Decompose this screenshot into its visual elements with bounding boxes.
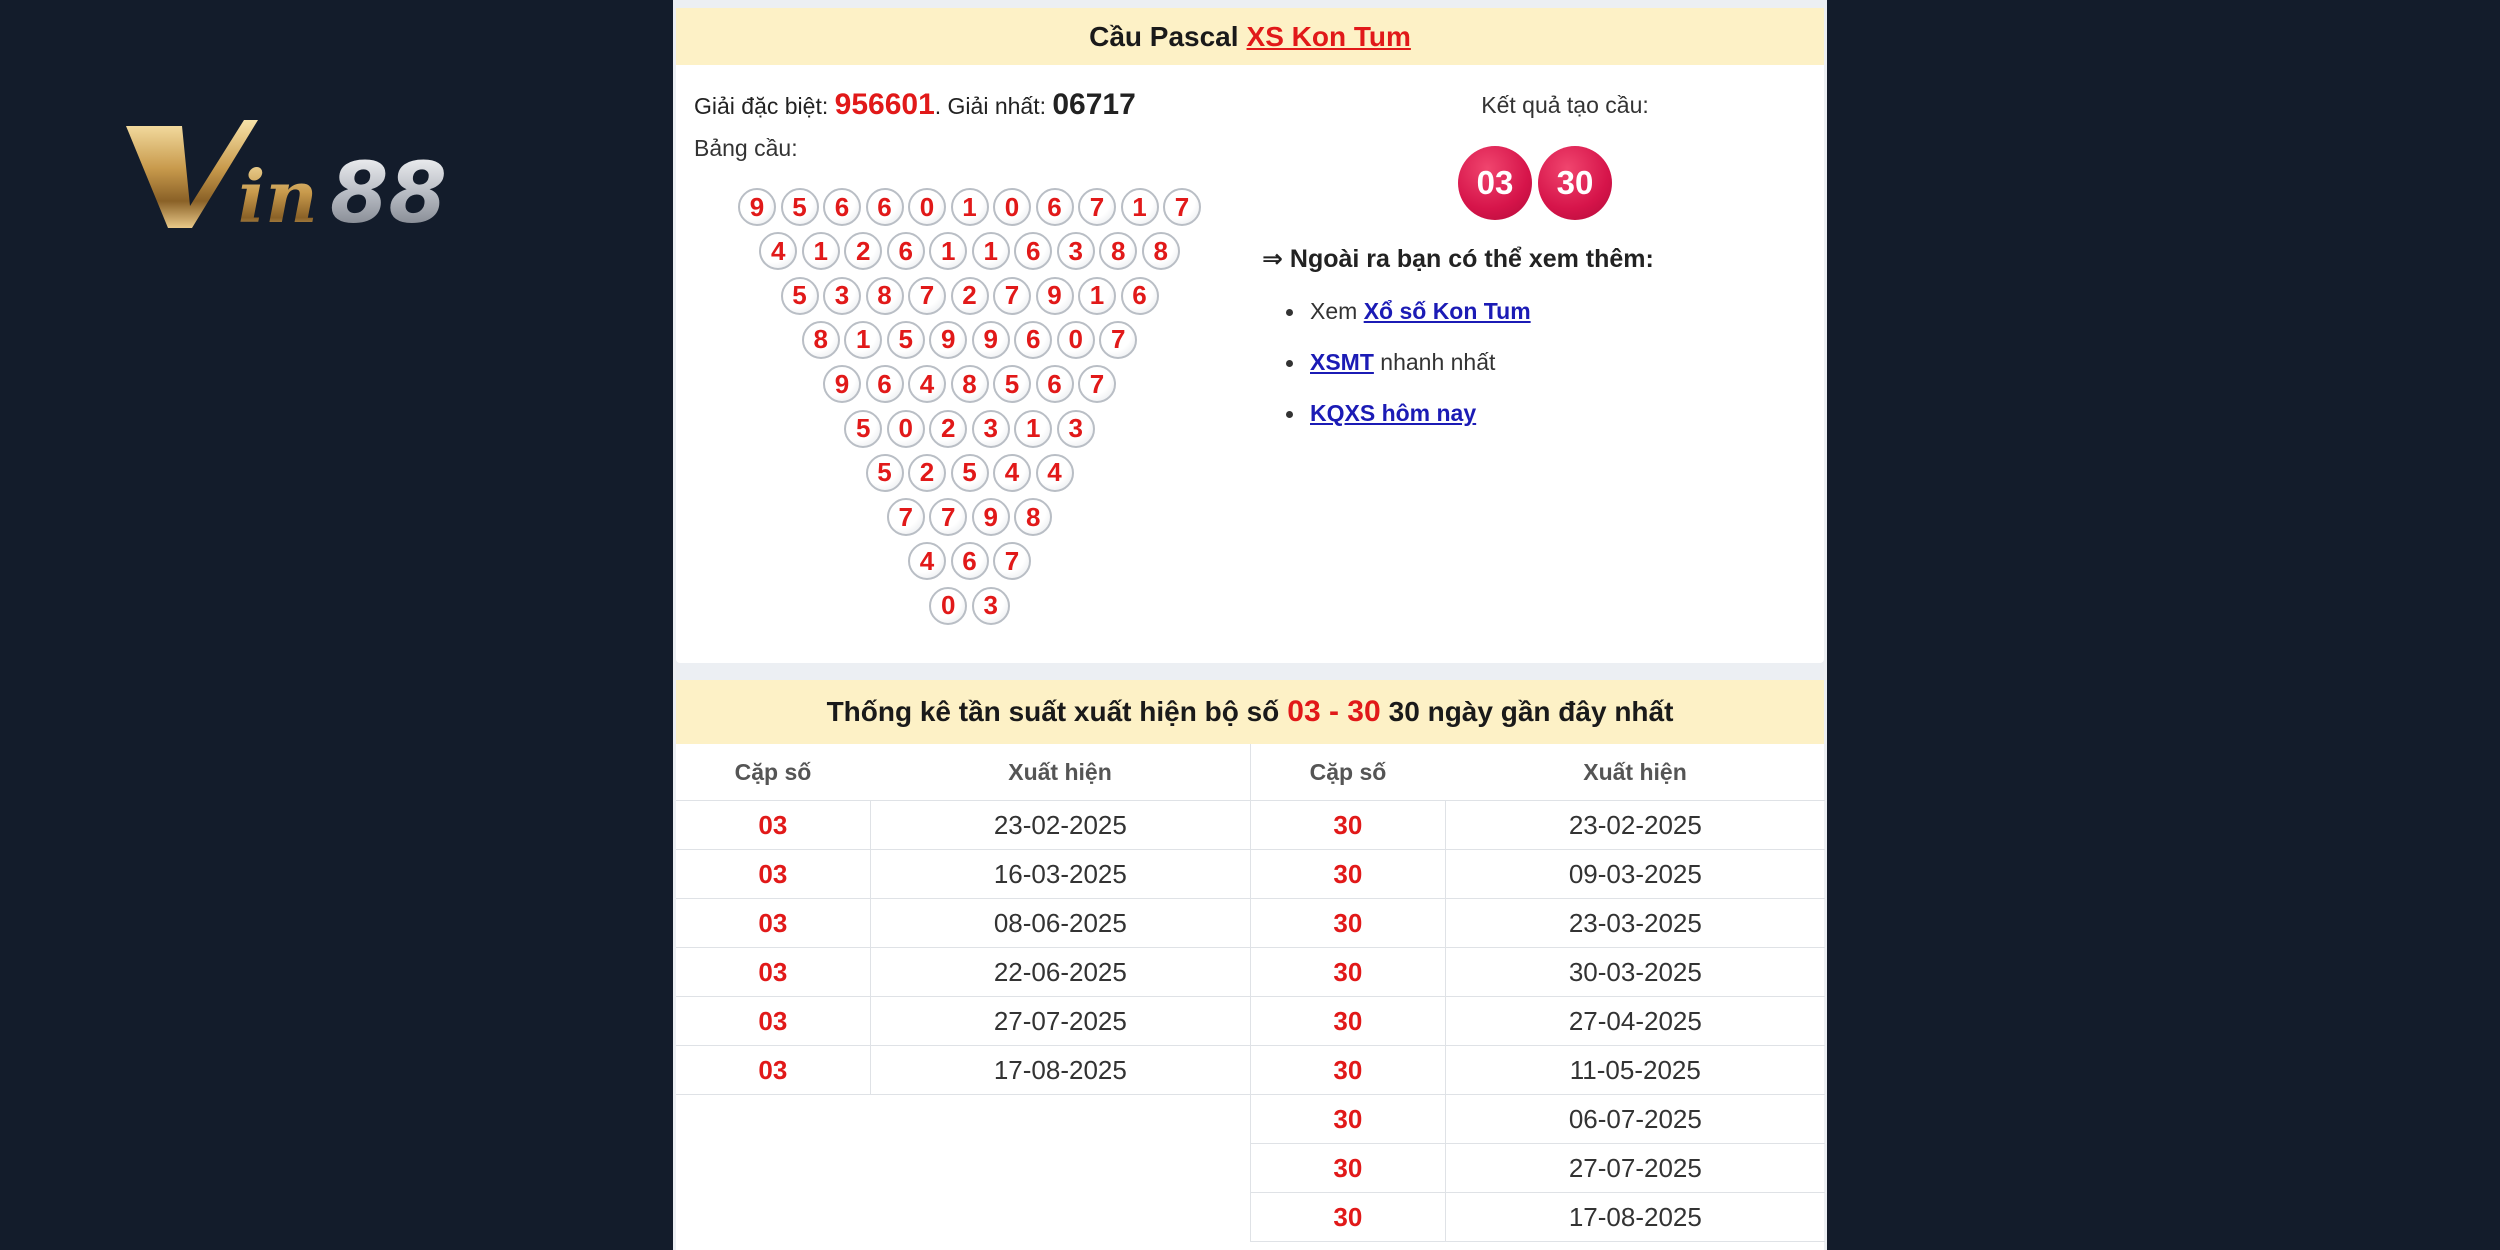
pascal-ball: 3 <box>1057 410 1095 448</box>
pascal-ball: 3 <box>1057 232 1095 270</box>
more-title: ⇒ Ngoài ra bạn có thể xem thêm: <box>1262 245 1654 273</box>
vin88-logo-graphic <box>120 110 490 240</box>
pascal-ball: 7 <box>929 498 967 536</box>
pascal-ball: 6 <box>1014 232 1052 270</box>
date-cell: 08-06-2025 <box>993 907 1127 938</box>
kqxs-hom-nay-link[interactable]: KQXS hôm nay <box>1310 400 1477 426</box>
pair-header: Cặp số <box>734 758 812 785</box>
pascal-ball: 5 <box>887 321 925 359</box>
pascal-ball: 8 <box>951 365 989 403</box>
table-row <box>676 1046 1250 1095</box>
more-item-suffix: nhanh nhất <box>1373 349 1496 375</box>
date-cell: 27-07-2025 <box>1568 1152 1702 1183</box>
pascal-ball: 6 <box>1036 188 1074 226</box>
pascal-ball: 9 <box>972 498 1010 536</box>
list-item <box>1286 400 1531 451</box>
table-row <box>1251 1193 1825 1242</box>
pascal-ball: 2 <box>844 232 882 270</box>
pascal-ball: 6 <box>887 232 925 270</box>
pascal-ball: 9 <box>972 321 1010 359</box>
pascal-ball: 5 <box>844 410 882 448</box>
date-header: Xuất hiện <box>1583 758 1687 785</box>
result-ball: 30 <box>1538 146 1612 220</box>
table-row <box>676 801 1250 850</box>
pascal-ball: 4 <box>759 232 797 270</box>
svg-text:in: in <box>238 154 318 239</box>
pascal-ball: 8 <box>1099 232 1137 270</box>
pascal-table-label: Bảng cầu: <box>694 135 798 161</box>
pascal-ball: 6 <box>866 188 904 226</box>
pascal-ball: 0 <box>929 587 967 625</box>
pascal-ball: 0 <box>993 188 1031 226</box>
table-row <box>676 899 1250 948</box>
date-cell: 11-05-2025 <box>1569 1054 1701 1085</box>
pascal-ball: 1 <box>1078 277 1116 315</box>
list-item <box>1286 349 1531 400</box>
pair-cell: 30 <box>1251 1193 1446 1241</box>
pair-cell: 03 <box>676 801 871 849</box>
date-cell: 30-03-2025 <box>1568 956 1702 987</box>
stats-title-prefix: Thống kê tần suất xuất hiện bộ số <box>826 696 1280 727</box>
pair-cell: 30 <box>1251 1144 1446 1192</box>
table-row <box>676 850 1250 899</box>
more-item-prefix: Xem <box>1310 298 1364 324</box>
pair-cell: 30 <box>1251 850 1446 898</box>
pair-cell: 03 <box>676 997 871 1045</box>
pascal-ball: 7 <box>887 498 925 536</box>
pascal-ball: 2 <box>908 454 946 492</box>
pascal-ball: 3 <box>823 277 861 315</box>
more-links-list <box>1286 298 1531 451</box>
pascal-ball: 0 <box>1057 321 1095 359</box>
pascal-ball: 1 <box>951 188 989 226</box>
pascal-ball: 6 <box>1121 277 1159 315</box>
xs-kon-tum-link[interactable]: XS Kon Tum <box>1246 20 1411 52</box>
first-prize-label: . Giải nhất: <box>934 93 1053 119</box>
pair-header: Cặp số <box>1309 758 1387 785</box>
pascal-ball: 5 <box>781 277 819 315</box>
table-row <box>676 948 1250 997</box>
pascal-ball: 7 <box>908 277 946 315</box>
pascal-ball: 9 <box>823 365 861 403</box>
pascal-ball: 4 <box>908 365 946 403</box>
pascal-ball: 1 <box>844 321 882 359</box>
pascal-ball: 0 <box>887 410 925 448</box>
xsmt-link[interactable]: XSMT <box>1310 349 1374 375</box>
pascal-ball: 5 <box>781 188 819 226</box>
pascal-ball: 7 <box>1163 188 1201 226</box>
pascal-ball: 7 <box>1099 321 1137 359</box>
pascal-ball: 0 <box>908 188 946 226</box>
pascal-ball: 9 <box>929 321 967 359</box>
pascal-ball: 2 <box>951 277 989 315</box>
first-prize-value: 06717 <box>1052 88 1136 121</box>
result-ball: 03 <box>1458 146 1532 220</box>
date-cell: 23-02-2025 <box>1568 809 1702 840</box>
pascal-ball: 5 <box>951 454 989 492</box>
table-row <box>1251 1144 1825 1193</box>
pair-cell: 30 <box>1251 997 1446 1045</box>
date-cell: 16-03-2025 <box>993 858 1127 889</box>
main-column <box>673 0 1827 1250</box>
pascal-ball: 3 <box>972 587 1010 625</box>
pascal-ball: 9 <box>1036 277 1074 315</box>
svg-text:88: 88 <box>330 144 447 240</box>
xo-so-kon-tum-link[interactable]: Xổ số Kon Tum <box>1363 298 1531 324</box>
pair-cell: 03 <box>676 948 871 996</box>
special-prize-value: 956601 <box>834 88 935 121</box>
table-row <box>1251 948 1825 997</box>
pascal-ball: 4 <box>908 542 946 580</box>
pascal-triangle <box>676 8 1276 648</box>
date-header: Xuất hiện <box>1008 758 1112 785</box>
pascal-ball: 7 <box>993 277 1031 315</box>
stats-card-header <box>676 680 1824 744</box>
pair-cell: 30 <box>1251 899 1446 947</box>
pair-cell: 30 <box>1251 1046 1446 1094</box>
stats-title-pair: 03 - 30 <box>1287 695 1381 728</box>
table-row <box>1251 997 1825 1046</box>
pascal-ball: 6 <box>866 365 904 403</box>
pascal-ball: 9 <box>738 188 776 226</box>
pascal-ball: 4 <box>1036 454 1074 492</box>
pair-cell: 30 <box>1251 1095 1446 1143</box>
result-label: Kết quả tạo cầu: <box>1481 92 1649 118</box>
date-cell: 06-07-2025 <box>1568 1103 1702 1134</box>
stats-table <box>676 744 1824 1250</box>
date-cell: 17-08-2025 <box>1568 1201 1702 1232</box>
pascal-ball: 6 <box>1014 321 1052 359</box>
pascal-ball: 3 <box>972 410 1010 448</box>
pascal-ball: 6 <box>951 542 989 580</box>
special-prize-label: Giải đặc biệt: <box>694 93 835 119</box>
pair-cell: 30 <box>1251 801 1446 849</box>
pascal-ball: 7 <box>1078 188 1116 226</box>
pascal-ball: 1 <box>972 232 1010 270</box>
date-cell: 27-07-2025 <box>993 1005 1127 1036</box>
date-cell: 23-03-2025 <box>1568 907 1702 938</box>
stats-column-left <box>676 744 1250 1095</box>
pascal-ball: 6 <box>1036 365 1074 403</box>
pascal-ball: 8 <box>866 277 904 315</box>
date-cell: 23-02-2025 <box>993 809 1127 840</box>
pascal-ball: 5 <box>993 365 1031 403</box>
date-cell: 22-06-2025 <box>993 956 1127 987</box>
stats-column-header <box>1251 744 1825 801</box>
pair-cell: 03 <box>676 899 871 947</box>
pascal-title: Cầu Pascal <box>1089 20 1239 52</box>
pair-cell: 03 <box>676 850 871 898</box>
stats-title-suffix: 30 ngày gần đây nhất <box>1388 696 1674 727</box>
date-cell: 17-08-2025 <box>993 1054 1127 1085</box>
pascal-card <box>676 8 1824 663</box>
date-cell: 27-04-2025 <box>1568 1005 1702 1036</box>
vin88-logo[interactable] <box>120 110 490 240</box>
pair-cell: 30 <box>1251 948 1446 996</box>
table-row <box>676 997 1250 1046</box>
pascal-ball: 8 <box>1142 232 1180 270</box>
table-row <box>1251 899 1825 948</box>
table-row <box>1251 1095 1825 1144</box>
pascal-ball: 7 <box>993 542 1031 580</box>
frequency-stats-card <box>676 680 1824 1250</box>
pascal-ball: 8 <box>1014 498 1052 536</box>
table-row <box>1251 1046 1825 1095</box>
stats-column-header <box>676 744 1250 801</box>
table-row <box>1251 801 1825 850</box>
pascal-ball: 4 <box>993 454 1031 492</box>
list-item <box>1286 298 1531 349</box>
pascal-ball: 1 <box>1014 410 1052 448</box>
pascal-ball: 6 <box>823 188 861 226</box>
pascal-ball: 1 <box>929 232 967 270</box>
pascal-ball: 1 <box>1121 188 1159 226</box>
pascal-ball: 2 <box>929 410 967 448</box>
pascal-ball: 5 <box>866 454 904 492</box>
date-cell: 09-03-2025 <box>1568 858 1702 889</box>
stats-column-right <box>1250 744 1825 1242</box>
pascal-ball: 7 <box>1078 365 1116 403</box>
pair-cell: 03 <box>676 1046 871 1094</box>
pascal-ball: 8 <box>802 321 840 359</box>
table-row <box>1251 850 1825 899</box>
pascal-ball: 1 <box>802 232 840 270</box>
